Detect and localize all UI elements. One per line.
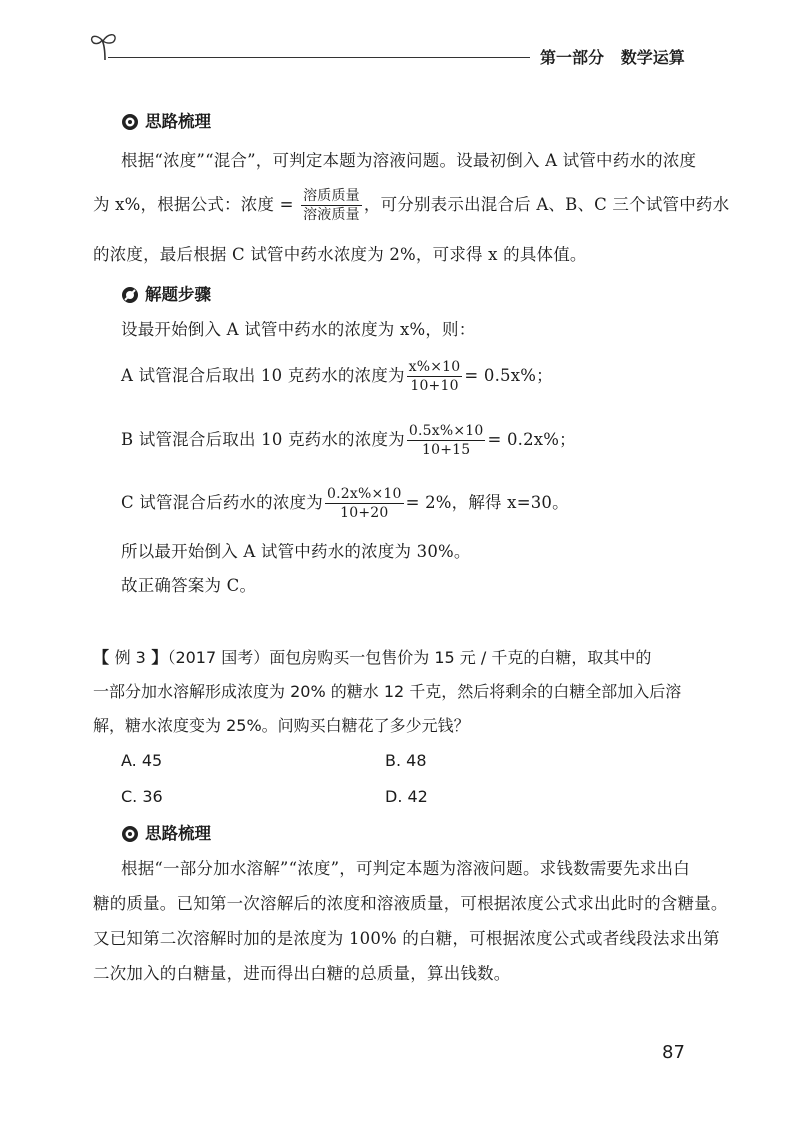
para1-line3: 的浓度，最后根据 C 试管中药水浓度为 2%，可求得 x 的具体值。	[93, 245, 587, 264]
option-d: D. 42	[385, 787, 428, 806]
option-a: A. 45	[121, 751, 163, 770]
example3-line3: 解，糖水浓度变为 25%。问购买白糖花了多少元钱？	[93, 716, 470, 735]
para1-line2: 为 x%，根据公式：浓度 = $\frac{\text{溶质质量}}{\text{溶液质量}}$ ，可分别表示出混合后 A、B、C 三个试管中药水	[93, 188, 730, 223]
para1-line1: 根据“浓度”“混合”，可判定本题为溶液问题。设最初倒入 A 试管中药水的浓度	[121, 151, 697, 170]
step-b-fraction: $\frac{0.5x\%\times 10}{10+15}$	[408, 423, 484, 458]
header-title	[540, 45, 685, 68]
para2-line4: 二次加入的白糖量，进而得出白糖的总质量，算出钱数。	[93, 964, 511, 983]
step-c: C 试管混合后药水的浓度为 $\frac{0.2x\%\times 10}{10+20}$ = 2%，解得 x=30。	[121, 486, 569, 521]
ring-bullet-icon	[121, 286, 139, 304]
conclusion: 所以最开始倒入 A 试管中药水的浓度为 30%。	[121, 542, 471, 561]
concentration-formula: $\frac{\text{溶质质量}}{\text{溶液质量}}$	[303, 188, 360, 223]
option-c: C. 36	[121, 787, 163, 806]
page-number: 87	[662, 1042, 685, 1063]
step-b: B 试管混合后取出 10 克药水的浓度为 $\frac{0.5x\%\times 10}{10+15}$ = 0.2x%；	[121, 423, 576, 458]
step-a: A 试管混合后取出 10 克药水的浓度为 $\frac{x\%\times 10}{10+10}$ = 0.5x%；	[121, 359, 553, 394]
analysis-heading-1: 思路梳理	[121, 112, 211, 132]
example3-line1: 【 例 3 】（2017 国考）面包房购买一包售价为 15 元 / 千克的白糖，取其中的	[93, 648, 652, 667]
header-section: 第一部分	[540, 48, 605, 67]
para2-line3: 又已知第二次溶解时加的是浓度为 100% 的白糖，可根据浓度公式或者线段法求出第	[93, 929, 720, 948]
header-rule	[108, 57, 530, 58]
analysis-heading-2: 思路梳理	[121, 824, 211, 844]
step-setup: 设最开始倒入 A 试管中药水的浓度为 x%，则：	[121, 320, 476, 339]
gear-bullet-icon	[121, 825, 139, 843]
step-c-fraction: $\frac{0.2x\%\times 10}{10+20}$	[326, 486, 402, 521]
step-a-fraction: $\frac{x\%\times 10}{10+10}$	[408, 359, 461, 394]
header-topic: 数学运算	[620, 48, 685, 67]
answer: 故正确答案为 C。	[121, 576, 257, 595]
gear-bullet-icon	[121, 113, 139, 131]
para2-line1: 根据“一部分加水溶解”“浓度”，可判定本题为溶液问题。求钱数需要先求出白	[121, 859, 690, 878]
para2-line2: 糖的质量。已知第一次溶解后的浓度和溶液质量，可根据浓度公式求出此时的含糖量。	[93, 894, 728, 913]
option-b: B. 48	[385, 751, 427, 770]
example-label: 【 例 3 】	[93, 648, 168, 667]
example3-line2: 一部分加水溶解形成浓度为 20% 的糖水 12 千克，然后将剩余的白糖全部加入后溶	[93, 682, 682, 701]
solution-heading: 解题步骤	[121, 285, 211, 305]
